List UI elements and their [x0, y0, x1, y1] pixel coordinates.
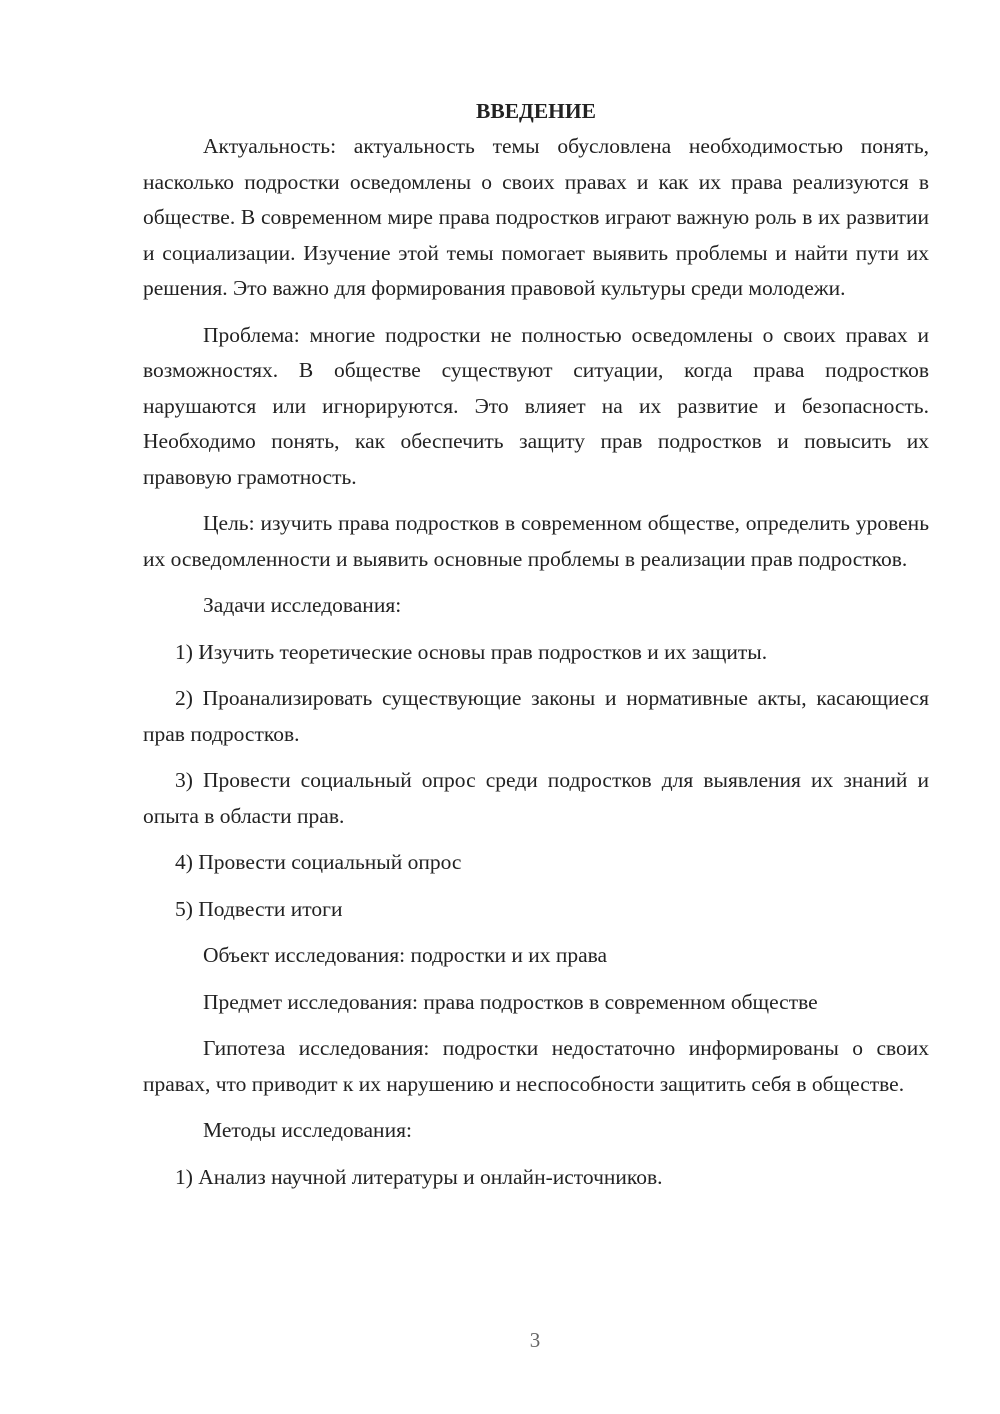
page-number: 3 — [529, 1328, 541, 1352]
task-item-5: 5) Подвести итоги — [175, 896, 343, 921]
relevance-paragraph: Актуальность: актуальность темы обусловлена необходимостью понять, насколько подростки осведомлены о своих правах и как их права реализуются в обществе. В современном мире права подростков играют важную роль в их развитии и социализации. Изучение этой темы помогает выявить проблемы и найти пути их решения. Это важно для формирования правовой культуры среди молодежи. — [143, 134, 929, 300]
page-content — [143, 93, 929, 1206]
task-item-4: 4) Провести социальный опрос — [175, 850, 462, 874]
problem-paragraph: Проблема: многие подростки не полностью осведомлены о своих правах и возможностях. В обществе существуют ситуации, когда права подростков нарушаются или игнорируются. Это влияет на их развитие и безопасность. Необходимо понять, как обеспечить защиту прав подростков и повысить их правовую грамотность. — [143, 322, 929, 489]
tasks-heading: Задачи исследования: — [203, 593, 402, 617]
hypothesis-paragraph: Гипотеза исследования: подростки недостаточно информированы о своих правах, что приводит к их нарушению и неспособности защитить себя в обществе. — [143, 1036, 929, 1096]
research-object: Объект исследования: подростки и их права — [203, 943, 608, 967]
page-title: ВВЕДЕНИЕ — [476, 99, 596, 123]
task-item-1: 1) Изучить теоретические основы прав подростков и их защиты. — [175, 639, 768, 664]
task-item-2: 2) Проанализировать существующие законы и нормативные акты, касающиеся прав подростков. — [143, 686, 929, 746]
research-subject: Предмет исследования: права подростков в современном обществе — [203, 989, 818, 1014]
methods-heading: Методы исследования: — [203, 1118, 412, 1142]
task-item-3: 3) Провести социальный опрос среди подростков для выявления их знаний и опыта в области прав. — [143, 768, 929, 828]
method-item-1: 1) Анализ научной литературы и онлайн-источников. — [175, 1164, 663, 1189]
goal-paragraph: Цель: изучить права подростков в современном обществе, определить уровень их осведомленности и выявить основные проблемы в реализации прав подростков. — [143, 511, 929, 571]
